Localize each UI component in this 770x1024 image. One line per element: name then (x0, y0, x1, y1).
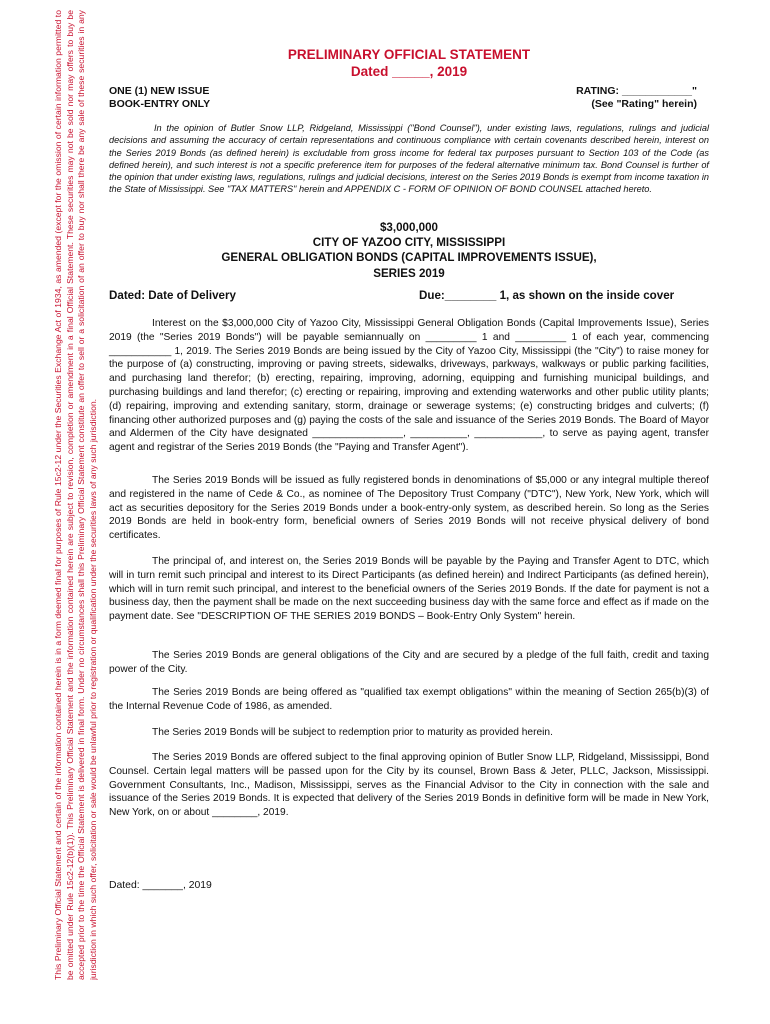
paragraph-legal-matters (109, 751, 709, 820)
rating-block (576, 85, 697, 111)
closing-date: Dated: _______, 2019 (109, 880, 212, 891)
paragraph-text: The Series 2019 Bonds are offered subject to the final approving opinion of Butler Snow LLP, Ridgeland, Mississippi, Bond Counsel. Certain legal matters will be passed upon for the City by its counsel, Brown Bass & Jeter, PLLC, Jackson, Mississippi. Government Consultants, Inc., Madison, Mississippi, serves as the Financial Advisor to the City in connection with the sale and issuance of the Series 2019 Bonds. It is expected that delivery of the Series 2019 Bonds in definitive form will be made in New York, New York, on or about ________, 2019. (109, 752, 709, 819)
opinion-text: In the opinion of Butler Snow LLP, Ridgeland, Mississippi ("Bond Counsel"), under existing laws, regulations, rulings and judicial decisions and assuming the accuracy of certain representations and continuous compliance with certain covenants described herein, interest on the Series 2019 Bonds (as defined herein) is excludable from gross income for federal tax purposes pursuant to Section 103 of the Code (as defined herein), and such interest is not a specific preference item for purposes of the federal alternative minimum tax. Bond Counsel is further of the opinion that under existing laws, regulations, rulings and judicial decisions, interest on the Series 2019 Bonds is exempt from income taxation in the State of Mississippi. See "TAX MATTERS" herein and APPENDIX C - FORM OF OPINION OF BOND COUNSEL attached hereto. (109, 123, 709, 195)
bond-series: SERIES 2019 (373, 266, 445, 280)
issue-summary (109, 220, 709, 281)
paragraph-text: The Series 2019 Bonds are general obligations of the City and are secured by a pledge of the full faith, credit and taxing power of the City. (109, 650, 709, 675)
issue-amount: $3,000,000 (379, 221, 439, 234)
legend-sidebar (53, 10, 103, 980)
rating-line1: RATING: ____________" (576, 85, 697, 97)
paragraph-registration (109, 474, 709, 543)
paragraph-text: The Series 2019 Bonds will be issued as fully registered bonds in denominations of $5,000 or any integral multiple thereof and registered in the name of Cede & Co., as nominee of The Depository Trust Company ("DTC"), New York, New York, which will act as securities depository for the Series 2019 Bonds under a book-entry-only system, as described herein. So long as the Series 2019 Bonds are held in book-entry form, beneficial owners of Series 2019 Bonds will not receive physical delivery of bond certificates. (109, 475, 709, 542)
preliminary-disclaimer-text: This Preliminary Official Statement and certain of the information contained herein is in a form deemed final for purposes of Rule 15c2-12 under the Securities Exchange Act of 1934, as amended (except for the omission of certain information permitted to be omitted under Rule 15c2-12(b)(1)). This Preliminary Official Statement and the information contained herein are subject to revision, completion or amendment in a final Official Statement. These securities may not be sold nor may offers to buy be accepted prior to the time the Official Statement is delivered in final form. Under no circumstances shall this Preliminary Official Statement constitute an offer to sell or a solicitation of an offer to buy nor shall there be any sale of these securities in any jurisdiction in which such offer, solicitation or sale would be unlawful prior to registration or qualification under the securities laws of any such jurisdiction. (53, 10, 99, 980)
paragraph-text: The Series 2019 Bonds will be subject to redemption prior to maturity as provided herein. (152, 727, 553, 738)
dated-label: Dated: Date of Delivery (109, 289, 236, 302)
paragraph-security (109, 649, 709, 677)
issue-type-line1: ONE (1) NEW ISSUE (109, 85, 210, 97)
paragraph-interest (109, 317, 709, 455)
paragraph-text: Interest on the $3,000,000 City of Yazoo City, Mississippi General Obligation Bonds (Capital Improvements Issue), Series 2019 (the "Series 2019 Bonds") will be payable semiannually on _________ 1 and _________ 1 of each year, commencing ___________ 1, 2019. The Series 2019 Bonds are being issued by the City of Yazoo City, Mississippi (the "City") to raise money for the purpose of (a) constructing, improving or paving streets, sidewalks, driveways, parkways, walkways or public parking facilities, and purchasing land therefor; (b) erecting, repairing, improving, adorning, equipping and furnishing municipal buildings, and purchasing buildings and land therefor; (c) erecting or repairing, improving and extending waterworks and other public utility plants; (d) repairing, improving and extending sanitary, storm, drainage or sewerage systems; (e) constructing bridges and culverts; (f) financing other authorized purposes and (g) paying the costs of the sale and issuance of the Series 2019 Bonds. The Board of Mayor and Aldermen of the City have designated ________________, __________, ____________, to serve as paying agent, transfer agent and registrar of the Series 2019 Bonds (the "Paying and Transfer Agent"). (109, 318, 709, 454)
bond-counsel-opinion (109, 122, 709, 196)
bond-title: GENERAL OBLIGATION BONDS (CAPITAL IMPROVEMENTS ISSUE), (221, 251, 597, 265)
issue-type-line2: BOOK-ENTRY ONLY (109, 98, 211, 110)
issue-type (109, 85, 210, 111)
paragraph-text: The principal of, and interest on, the Series 2019 Bonds will be payable by the Paying and Transfer Agent to DTC, which will in turn remit such principal and interest to its Direct Participants (as defined herein) and Indirect Participants (as defined herein), which will in turn remit such principal, and interest to the beneficial owners of the Series 2019 Bonds. If the date for payment is not a business day, then the payment shall be made on the next succeeding business day with the same force and effect as if made on the payment date. See "DESCRIPTION OF THE SERIES 2019 BONDS – Book-Entry Only System" herein. (109, 556, 709, 623)
paragraph-text: The Series 2019 Bonds are being offered as "qualified tax exempt obligations" within the meaning of Section 265(b)(3) of the Internal Revenue Code of 1986, as amended. (109, 687, 709, 712)
document-date: Dated _____, 2019 (350, 64, 468, 79)
document-title: PRELIMINARY OFFICIAL STATEMENT (287, 47, 531, 62)
title-block (109, 46, 709, 80)
due-label: Due:________ 1, as shown on the inside cover (419, 289, 675, 302)
paragraph-tax-exempt (109, 686, 709, 714)
paragraph-payment (109, 555, 709, 624)
issuer-name: CITY OF YAZOO CITY, MISSISSIPPI (312, 236, 506, 250)
paragraph-redemption (109, 726, 709, 740)
rating-line2: (See "Rating" herein) (591, 98, 697, 110)
